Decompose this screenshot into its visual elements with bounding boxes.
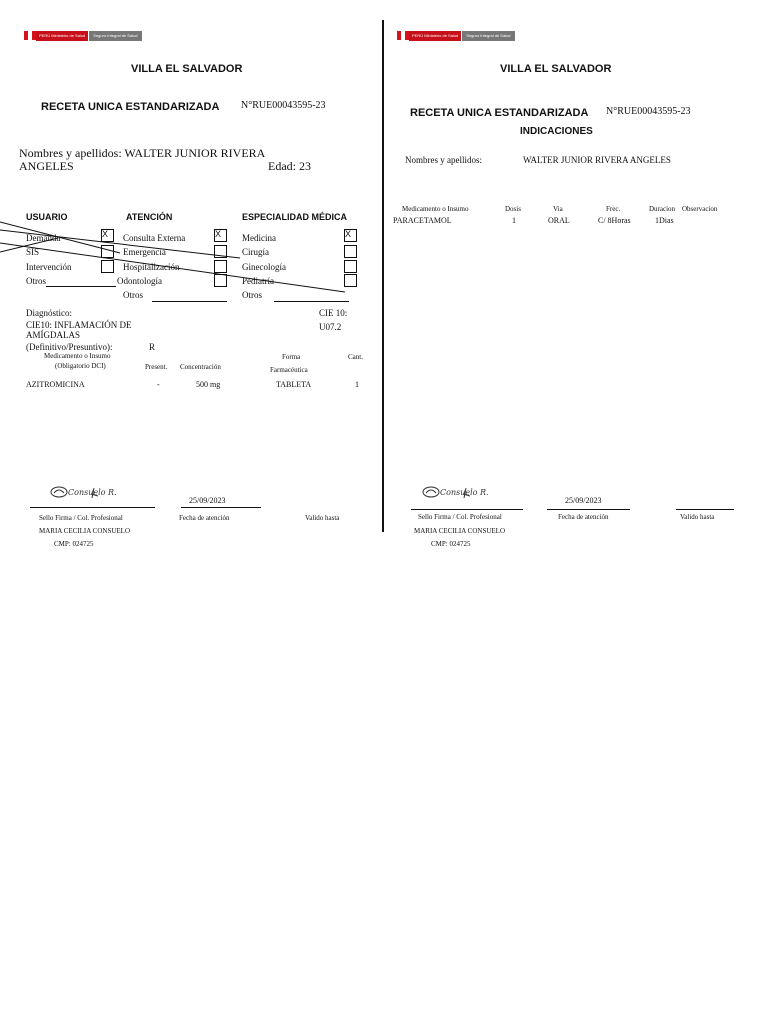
th-present: Present. xyxy=(145,363,168,371)
diagnostico-label: Diagnóstico: xyxy=(26,308,72,318)
scan-artifact-lines xyxy=(0,0,384,300)
th-obligatorio: (Obligatorio DCI) xyxy=(55,362,106,370)
row-concentracion: 500 mg xyxy=(196,380,221,389)
signature-text: Consuelo R. xyxy=(68,488,117,497)
city-title-right: VILLA EL SALVADOR xyxy=(500,63,612,75)
indicaciones-title: INDICACIONES xyxy=(520,126,593,137)
logo-country: PERÚ xyxy=(39,33,51,38)
signature-text-right: Consuelo R. xyxy=(440,488,489,497)
atencion-odontologia: Odontología xyxy=(117,276,162,286)
th-observacion: Observacion xyxy=(682,205,718,213)
cie-label: CIE 10: xyxy=(319,308,348,318)
usuario-otros: Otros xyxy=(26,276,46,286)
cie-value: U07.2 xyxy=(319,322,342,332)
doctor-cmp: CMP: 024725 xyxy=(54,540,94,548)
row-medicamento-right: PARACETAMOL xyxy=(393,216,452,225)
fecha-atencion-value-right: 25/09/2023 xyxy=(565,496,602,505)
especialidad-medicina: Medicina xyxy=(242,233,276,243)
usuario-intervencion: Intervención xyxy=(26,262,72,272)
city-title: VILLA EL SALVADOR xyxy=(131,63,243,75)
patient-name-right: WALTER JUNIOR RIVERA ANGELES xyxy=(523,155,671,165)
row-forma: TABLETA xyxy=(276,380,312,389)
valido-hasta-label-right: Valido hasta xyxy=(680,513,715,521)
patient-label-right: Nombres y apellidos: xyxy=(405,155,482,165)
signature-image-right xyxy=(422,484,489,502)
minsa-logo-right xyxy=(397,30,515,41)
checkbox-medicina[interactable]: X xyxy=(344,229,357,242)
th-frec: Frec. xyxy=(606,205,621,213)
especialidad-pediatria: Pediatría xyxy=(242,276,274,286)
signature-image xyxy=(50,484,117,502)
th-via: Via xyxy=(553,205,563,213)
row-frec: C/ 8Horas xyxy=(598,216,631,225)
peru-flag-icon xyxy=(397,31,409,40)
doctor-name-right: MARIA CECILIA CONSUELO xyxy=(414,527,506,535)
row-duracion: 1Dias xyxy=(655,216,674,225)
th-medicamento: Medicamento o Insumo xyxy=(44,352,111,360)
prescription-number: N°RUE00043595-23 xyxy=(241,100,326,111)
th-farmaceutica: Farmacéutica xyxy=(270,366,308,374)
diagnostico-line1: CIE10: INFLAMACIÓN DE xyxy=(26,320,132,330)
checkbox-demanda[interactable]: X xyxy=(101,229,114,242)
patient-age: Edad: 23 xyxy=(268,159,311,173)
prescription-number-right: N°RUE00043595-23 xyxy=(606,106,691,117)
row-present: - xyxy=(157,380,160,389)
row-cant: 1 xyxy=(355,380,359,389)
usuario-header: USUARIO xyxy=(26,212,68,222)
especialidad-header: ESPECIALIDAD MÉDICA xyxy=(242,212,348,222)
doctor-name: MARIA CECILIA CONSUELO xyxy=(39,527,131,535)
row-medicamento: AZITROMICINA xyxy=(26,380,85,389)
fecha-atencion-label-right: Fecha de atención xyxy=(558,513,609,521)
logo-ministry: Ministerio de Salud xyxy=(424,33,459,38)
atencion-consulta-externa: Consulta Externa xyxy=(123,233,186,243)
atencion-otros: Otros xyxy=(123,290,143,300)
patient-name-line2: ANGELES xyxy=(19,159,74,173)
atencion-header: ATENCIÓN xyxy=(126,212,173,222)
page-divider xyxy=(382,20,384,532)
th-duracion: Duracion xyxy=(649,205,676,213)
logo-country: PERÚ xyxy=(412,33,424,38)
valido-hasta-label: Valido hasta xyxy=(305,514,340,522)
fecha-atencion-value: 25/09/2023 xyxy=(189,496,226,505)
th-cant: Cant. xyxy=(348,353,363,361)
prescription-title: RECETA UNICA ESTANDARIZADA xyxy=(41,101,220,113)
atencion-emergencia: Emergencia xyxy=(123,247,166,257)
th-forma: Forma xyxy=(282,353,301,361)
fecha-atencion-label: Fecha de atención xyxy=(179,514,230,522)
diagnostico-line2: AMÍGDALAS xyxy=(26,330,80,340)
patient-name-line1: Nombres y apellidos: WALTER JUNIOR RIVERA xyxy=(19,146,266,160)
doctor-cmp-right: CMP: 024725 xyxy=(431,540,471,548)
definitivo-value: R xyxy=(149,342,156,352)
especialidad-cirugia: Cirugía xyxy=(242,247,269,257)
th-medicamento-right: Medicamento o Insumo xyxy=(402,205,469,213)
sello-label: Sello Firma / Col. Profesional xyxy=(39,514,123,522)
row-via: ORAL xyxy=(548,216,570,225)
especialidad-ginecologia: Ginecología xyxy=(242,262,286,272)
sello-label-right: Sello Firma / Col. Profesional xyxy=(418,513,502,521)
logo-program: Seguro Integral de Salud xyxy=(462,31,514,41)
usuario-sis: SIS xyxy=(26,247,40,257)
logo-program: Seguro Integral de Salud xyxy=(89,31,141,41)
row-dosis: 1 xyxy=(512,216,516,225)
checkbox-consulta-externa[interactable]: X xyxy=(214,229,227,242)
atencion-hospitalizacion: Hospitalización xyxy=(123,262,180,272)
usuario-demanda: Demanda xyxy=(26,233,61,243)
logo-ministry: Ministerio de Salud xyxy=(51,33,86,38)
th-concentracion: Concentración xyxy=(180,363,221,371)
th-dosis: Dosis xyxy=(505,205,521,213)
especialidad-otros: Otros xyxy=(242,290,262,300)
prescription-title-right: RECETA UNICA ESTANDARIZADA xyxy=(410,107,589,119)
definitivo-label: (Definitivo/Presuntivo): xyxy=(26,342,113,352)
